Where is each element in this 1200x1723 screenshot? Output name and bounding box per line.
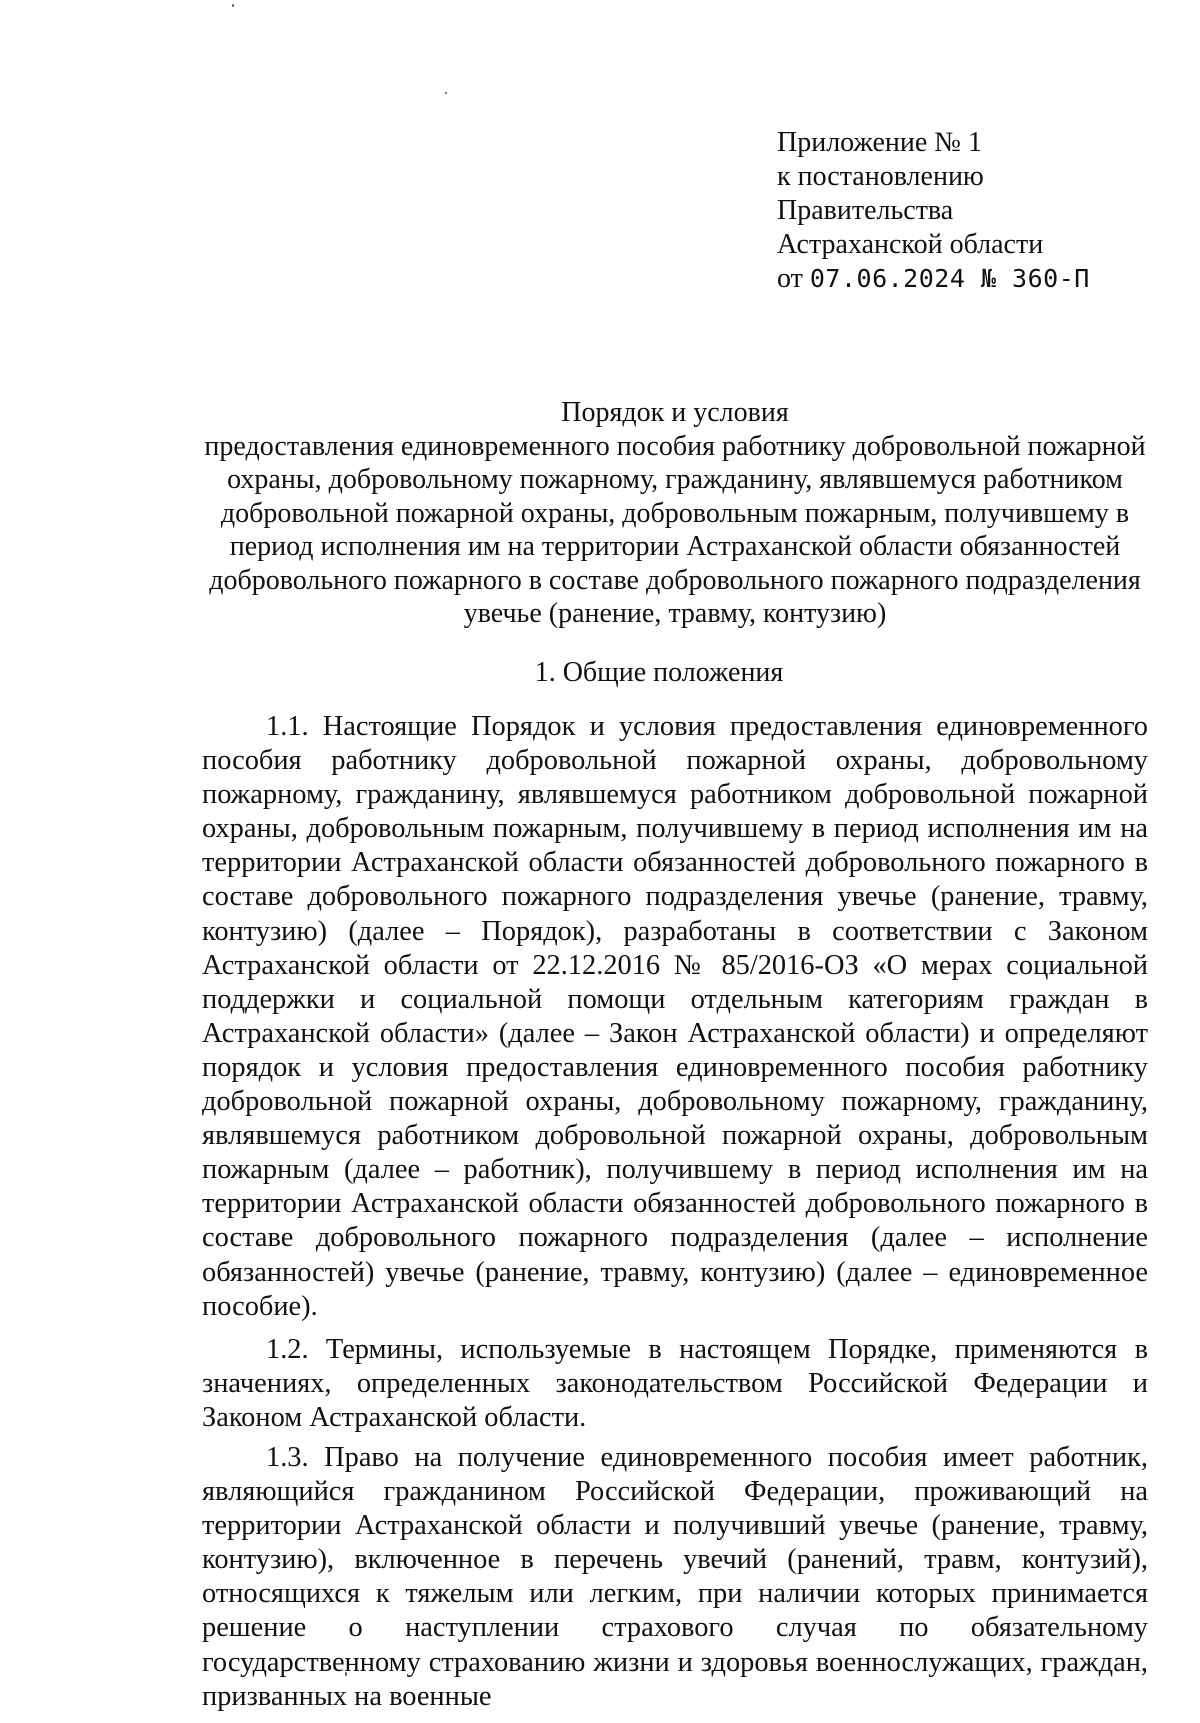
appendix-date-prefix: от (777, 263, 803, 294)
scan-speck (232, 4, 234, 7)
title-body: предоставления единовременного пособия работнику добровольной пожарной охраны, добровольному пожарному, гражданину, являвшемуся работником добровольной пожарной охраны, добровольным пожарным, получившему в период исполнения им на территории Астраханской области обязанностей добровольного пожарного в составе добровольного пожарного подразделения увечье (ранение, травму, контузию) (204, 430, 1146, 629)
appendix-resolution: к постановлению (777, 161, 984, 192)
appendix-number: Приложение № 1 (777, 127, 982, 158)
appendix-region: Астраханской области (777, 229, 1044, 260)
appendix-date-line (777, 262, 1090, 296)
paragraph-1-1: 1.1. Настоящие Порядок и условия предоставления единовременного пособия работнику добровольной пожарной охраны, добровольному пожарному, гражданину, являвшемуся работником добровольной пожарной охраны, добровольным пожарным, получившему в период исполнения им на территории Астраханской области обязанностей добровольного пожарного в составе добровольного пожарного подразделения увечье (ранение, травму, контузию) (далее – Порядок), разработаны в соответствии с Законом Астраханской области от 22.12.2016 № 85/2016-ОЗ «О мерах социальной поддержки и социальной помощи отдельным категориям граждан в Астраханской области» (далее – Закон Астраханской области) и определяют порядок и условия предоставления единовременного пособия работнику добровольной пожарной охраны, добровольному пожарному, гражданину, являвшемуся работником добровольной пожарной охраны, добровольным пожарным (далее – работник), получившему в период исполнения им на территории Астраханской области обязанностей добровольного пожарного в составе добровольного пожарного подразделения (далее – исполнение обязанностей) увечье (ранение, травму, контузию) (далее – единовременное пособие). (202, 711, 1148, 1322)
appendix-reference (777, 126, 1090, 296)
scan-speck (445, 92, 447, 94)
appendix-date-number: 07.06.2024 № 360-П (809, 264, 1090, 293)
appendix-government: Правительства (777, 195, 954, 226)
section-body (202, 710, 1148, 1723)
paragraph-1-2: 1.2. Термины, используемые в настоящем Порядке, применяются в значениях, определенных законодательством Российской Федерации и Законом Астраханской области. (202, 1333, 1148, 1433)
title-heading: Порядок и условия (561, 397, 789, 428)
document-title (202, 396, 1148, 631)
paragraph-1-3: 1.3. Право на получение единовременного пособия имеет работник, являющийся гражданином Российской Федерации, проживающий на территории Астраханской области и получивший увечье (ранение, травму, контузию), включенное в перечень увечий (ранений, травм, контузий), относящихся к тяжелым или легким, при наличии которых принимается решение о наступлении страхового случая по обязательному государственному страхованию жизни и здоровья военнослужащих, граждан, призванных на военные (202, 1441, 1148, 1712)
section-heading: 1. Общие положения (534, 657, 784, 688)
